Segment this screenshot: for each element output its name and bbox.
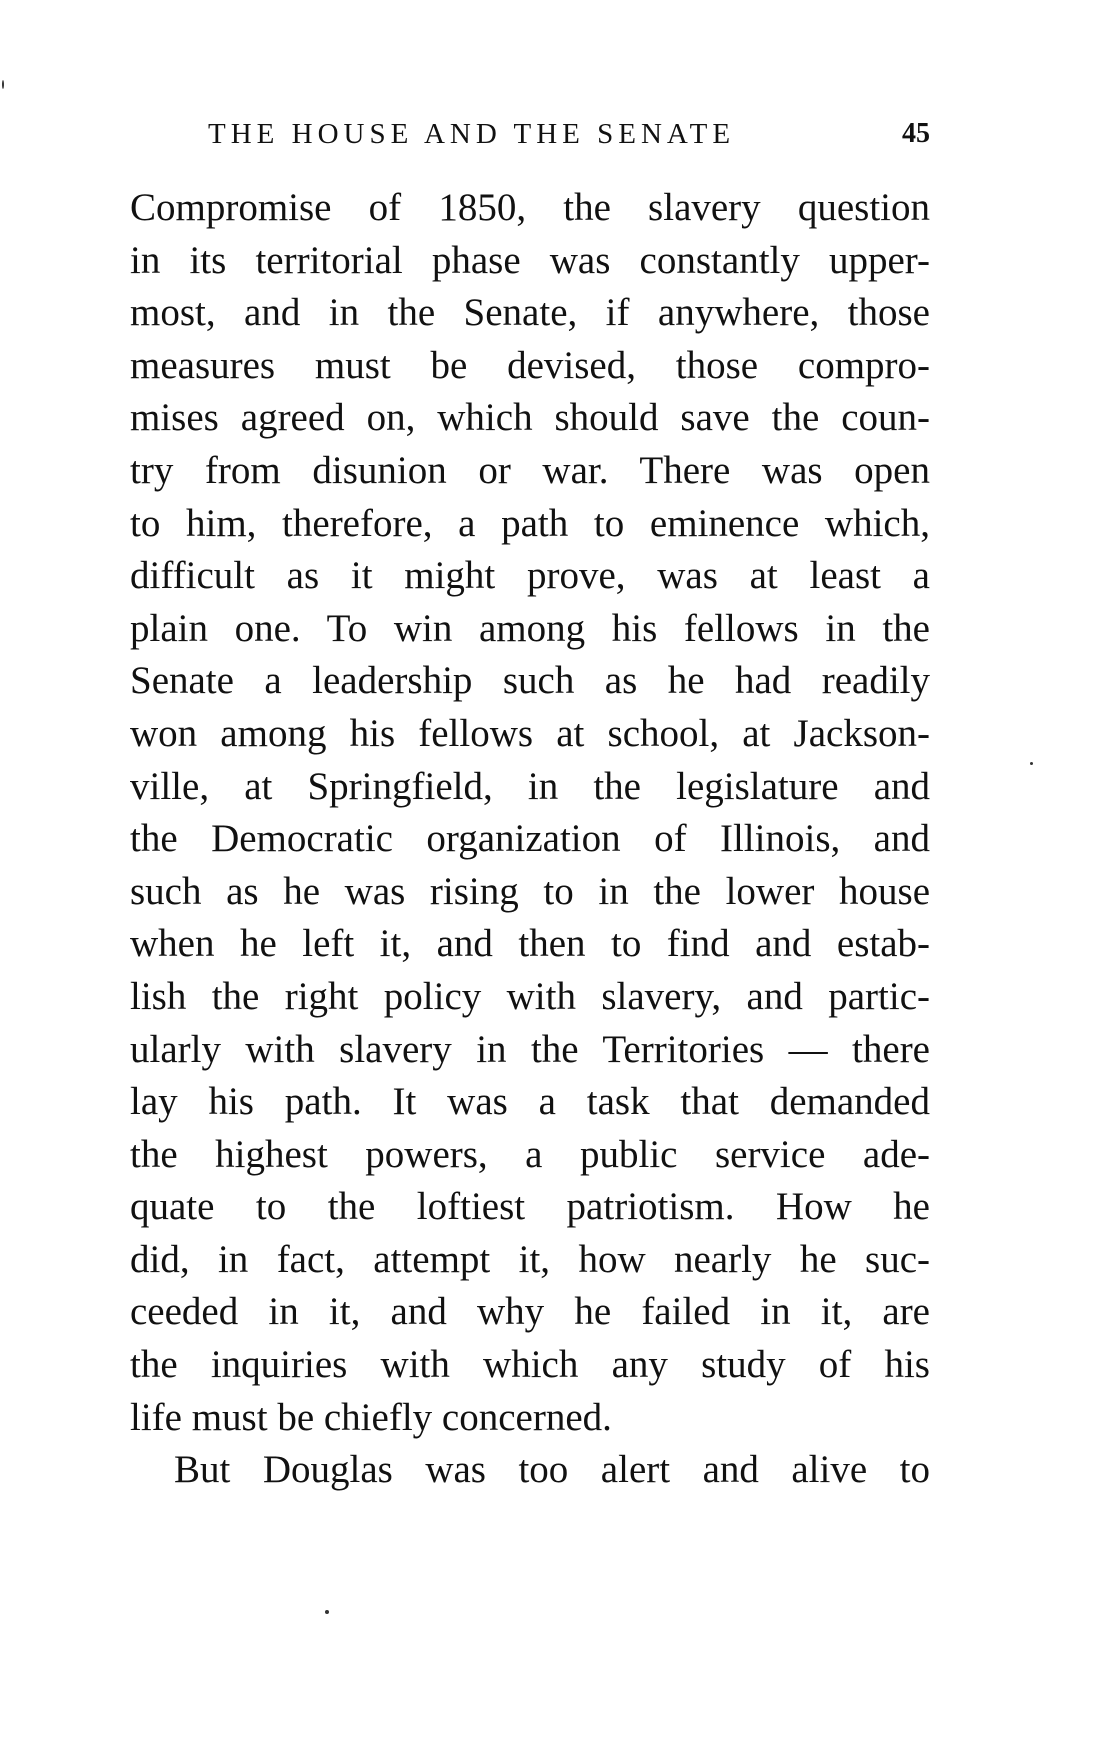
text-line: such as he was rising to in the lower house	[130, 869, 930, 913]
text-line: Compromise of 1850, the slavery question	[130, 186, 930, 229]
text-line: lay his path. It was a task that demanded	[130, 1080, 930, 1124]
text-line: ularly with slavery in the Territories — there	[130, 1027, 930, 1071]
text-line: the Democratic organization of Illinois, and	[130, 817, 930, 861]
text-line: difficult as it might prove, was at least a	[130, 554, 930, 598]
text-line: ville, at Springfield, in the legislature and	[130, 764, 930, 808]
text-line: ceeded in it, and why he failed in it, are	[130, 1290, 930, 1334]
text-line: in its territorial phase was constantly upper-	[130, 238, 930, 282]
text-line: measures must be devised, those compro-	[130, 343, 930, 387]
text-line: quate to the loftiest patriotism. How he	[130, 1185, 930, 1229]
text-line: when he left it, and then to find and estab-	[130, 922, 930, 966]
text-line: most, and in the Senate, if anywhere, those	[130, 291, 930, 335]
text-line: did, in fact, attempt it, how nearly he suc-	[130, 1237, 930, 1281]
paragraph-end-line: life must be chiefly concerned.	[130, 1395, 612, 1439]
page-number: 45	[902, 118, 930, 149]
scan-speck	[1030, 762, 1033, 765]
text-line: the inquiries with which any study of his	[130, 1343, 930, 1387]
paragraph-start-line: But Douglas was too alert and alive to	[174, 1448, 930, 1492]
text-line: to him, therefore, a path to eminence which,	[130, 501, 930, 545]
running-head	[208, 118, 930, 158]
text-line: the highest powers, a public service ade-	[130, 1132, 930, 1176]
text-line: won among his fellows at school, at Jackson-	[130, 711, 930, 755]
text-line: Senate a leadership such as he had readily	[130, 659, 930, 703]
scan-speck	[2, 80, 4, 89]
text-line: lish the right policy with slavery, and partic-	[130, 974, 930, 1018]
text-line: try from disunion or war. There was open	[130, 448, 930, 492]
text-line: plain one. To win among his fellows in the	[130, 606, 930, 650]
running-head-title: THE HOUSE AND THE SENATE	[208, 118, 736, 150]
text-line: mises agreed on, which should save the coun-	[130, 396, 930, 440]
scan-speck	[325, 1610, 329, 1614]
body-text	[130, 182, 930, 1497]
